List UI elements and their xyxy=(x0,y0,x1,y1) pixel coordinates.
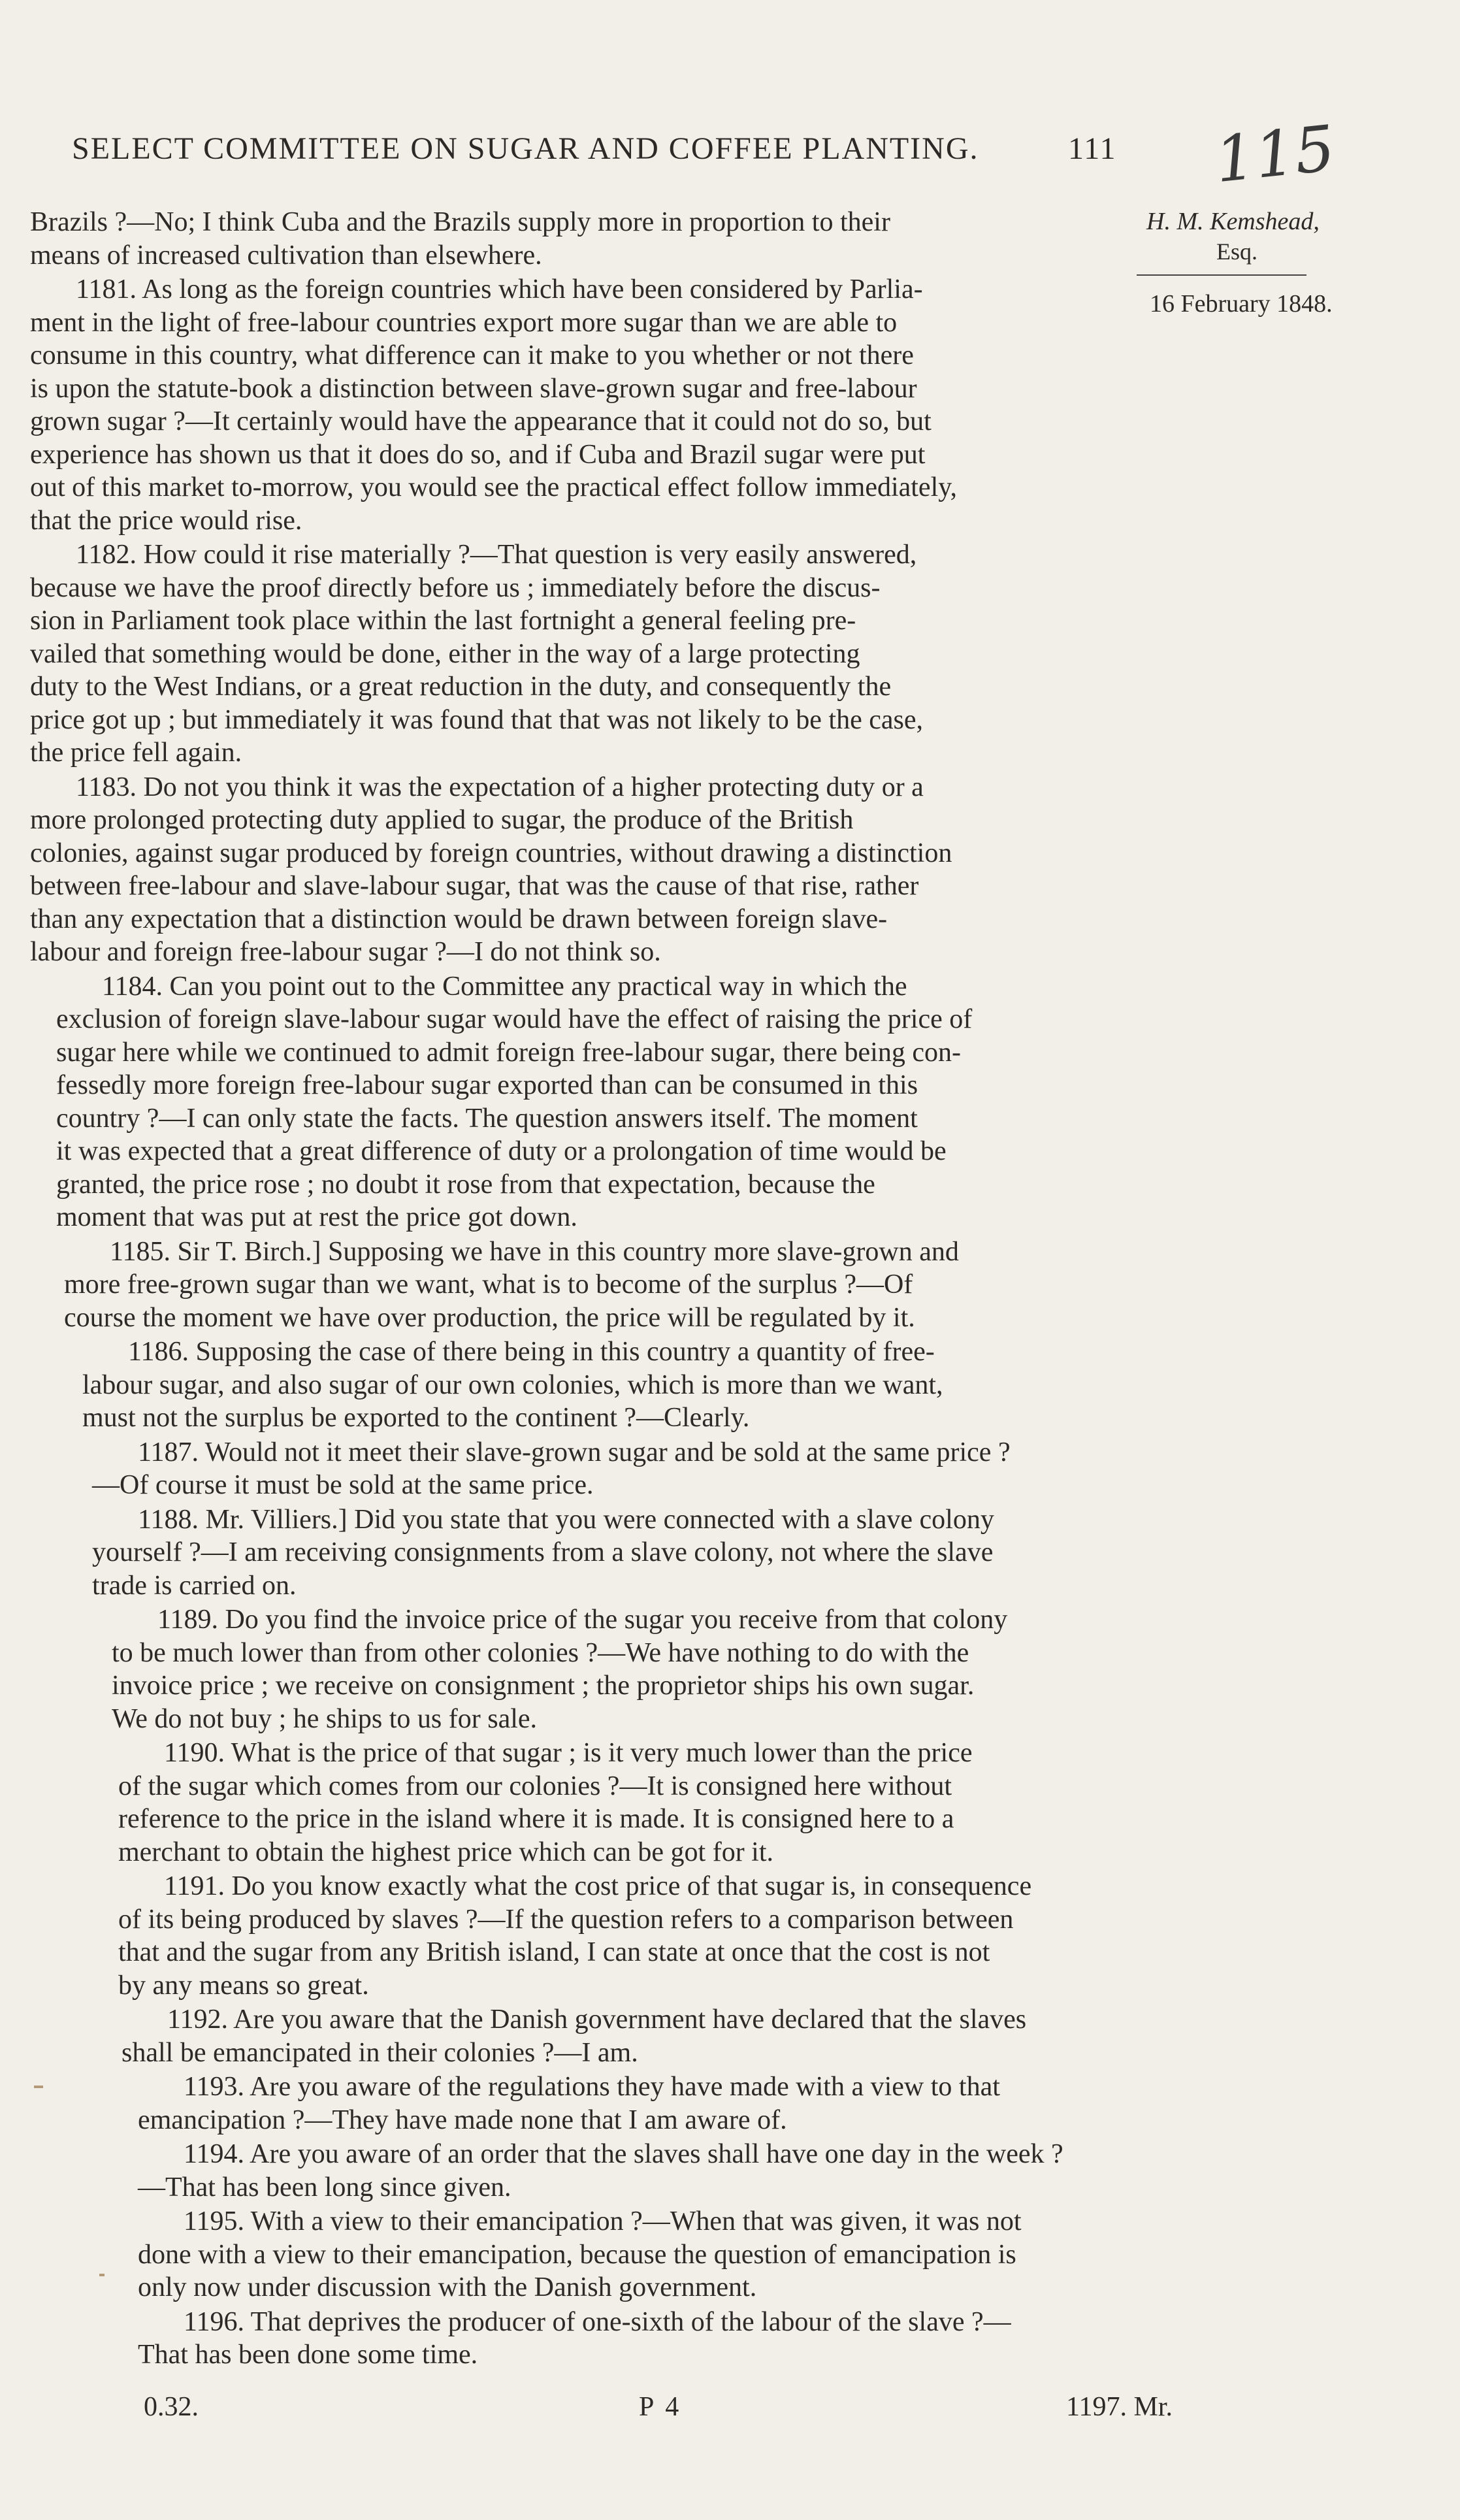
text-line: exclusion of foreign slave-labour sugar would have the effect of raising the price of xyxy=(56,1004,973,1034)
text-line: reference to the price in the island where it is made. It is consigned here to a xyxy=(118,1804,954,1834)
text-line: sion in Parliament took place within the last fortnight a general feeling pre- xyxy=(30,606,856,636)
text-line: only now under discussion with the Danish government. xyxy=(138,2272,757,2302)
text-line: must not the surplus be exported to the continent ?—Clearly. xyxy=(82,1403,750,1433)
text-line: between free-labour and slave-labour sugar, that was the cause of that rise, rather xyxy=(30,871,919,901)
text-line: course the moment we have over production, the price will be regulated by it. xyxy=(64,1302,915,1333)
text-line: duty to the West Indians, or a great reduction in the duty, and consequently the xyxy=(30,672,892,702)
testimony-paragraph xyxy=(30,206,1232,272)
text-line: is upon the statute-book a distinction between slave-grown sugar and free-labour xyxy=(30,373,917,404)
text-line: that and the sugar from any British island, I can state at once that the cost is not xyxy=(118,1937,990,1967)
text-line: 1193. Are you aware of the regulations they have made with a view to that xyxy=(184,2072,1000,2102)
text-line: to be much lower than from other colonies ?—We have nothing to do with the xyxy=(112,1637,969,1668)
testimony-paragraph xyxy=(112,1603,1232,1735)
text-line: 1192. Are you aware that the Danish government have declared that the slaves xyxy=(167,2005,1027,2035)
text-line: That has been done some time. xyxy=(138,2340,478,2370)
text-line: country ?—I can only state the facts. The question answers itself. The moment xyxy=(56,1103,918,1134)
text-line: labour sugar, and also sugar of our own colonies, which is more than we want, xyxy=(82,1369,943,1400)
testimony-paragraph xyxy=(122,2003,1232,2069)
text-line: by any means so great. xyxy=(118,1970,369,2001)
text-line: yourself ?—I am receiving consignments from a slave colony, not where the slave xyxy=(92,1537,994,1567)
testimony-paragraph xyxy=(64,1235,1232,1335)
footer-sheet-mark: P 4 xyxy=(639,2392,682,2422)
text-line: more free-grown sugar than we want, what is to become of the surplus ?—Of xyxy=(64,1269,913,1300)
footer-signature: 0.32. xyxy=(144,2392,199,2422)
text-line: Brazils ?—No; I think Cuba and the Brazils supply more in proportion to their xyxy=(30,207,890,237)
text-line: 1190. What is the price of that sugar ; is it very much lower than the price xyxy=(164,1738,973,1768)
text-line: 1195. With a view to their emancipation ?—When that was given, it was not xyxy=(184,2206,1022,2236)
page-header xyxy=(72,131,1130,167)
text-line: that the price would rise. xyxy=(30,505,302,536)
text-line: out of this market to-morrow, you would see the practical effect follow immediately, xyxy=(30,472,958,502)
text-line: 1185. Sir T. Birch.] Supposing we have in this country more slave-grown and xyxy=(110,1236,959,1267)
text-line: grown sugar ?—It certainly would have the appearance that it could not do so, but xyxy=(30,406,932,436)
text-line: —Of course it must be sold at the same price. xyxy=(92,1470,594,1500)
text-line: shall be emancipated in their colonies ?—I am. xyxy=(122,2037,638,2068)
text-line: moment that was put at rest the price got down. xyxy=(56,1202,577,1232)
text-line: 1189. Do you find the invoice price of the sugar you receive from that colony xyxy=(157,1605,1008,1635)
text-line: 1183. Do not you think it was the expectation of a higher protecting duty or a xyxy=(76,772,924,802)
paper-speck xyxy=(34,2086,43,2088)
text-line: 1186. Supposing the case of there being in this country a quantity of free- xyxy=(128,1337,935,1367)
testimony-paragraph xyxy=(92,1503,1232,1603)
text-line: invoice price ; we receive on consignment ; the proprietor ships his own sugar. xyxy=(112,1671,975,1701)
text-line: colonies, against sugar produced by foreign countries, without drawing a distinction xyxy=(30,838,952,868)
page-title: SELECT COMMITTEE ON SUGAR AND COFFEE PLANTING. xyxy=(72,131,979,166)
text-line: done with a view to their emancipation, because the question of emancipation is xyxy=(138,2239,1016,2270)
text-line: of the sugar which comes from our colonies ?—It is consigned here without xyxy=(118,1771,952,1801)
testimony-paragraph xyxy=(30,538,1232,770)
testimony-paragraph xyxy=(138,2138,1232,2204)
text-line: ment in the light of free-labour countries export more sugar than we are able to xyxy=(30,307,898,338)
text-line: 1196. That deprives the producer of one-sixth of the labour of the slave ?— xyxy=(184,2306,1011,2337)
text-line: because we have the proof directly before us ; immediately before the discus- xyxy=(30,572,881,603)
text-line: granted, the price rose ; no doubt it rose from that expectation, because the xyxy=(56,1169,875,1200)
testimony-paragraph xyxy=(138,2070,1232,2136)
testimony-paragraph xyxy=(118,1737,1232,1869)
text-line: —That has been long since given. xyxy=(138,2172,511,2202)
testimony-date: 16 February 1848. xyxy=(1150,290,1333,318)
text-line: the price fell again. xyxy=(30,738,242,768)
text-line: 1182. How could it rise materially ?—That question is very easily answered, xyxy=(76,540,917,570)
text-line: 1194. Are you aware of an order that the slaves shall have one day in the week ? xyxy=(184,2139,1063,2169)
text-line: 1181. As long as the foreign countries which have been considered by Parlia- xyxy=(76,274,923,304)
testimony-paragraph xyxy=(56,970,1232,1234)
text-line: than any expectation that a distinction would be drawn between foreign slave- xyxy=(30,904,888,934)
testimony-paragraph xyxy=(82,1335,1232,1435)
text-line: labour and foreign free-labour sugar ?—I do not think so. xyxy=(30,937,661,967)
text-line: 1188. Mr. Villiers.] Did you state that you were connected with a slave colony xyxy=(138,1504,994,1535)
handwritten-page-number: 115 xyxy=(1211,111,1338,197)
footer-catchword: 1197. Mr. xyxy=(1066,2392,1173,2422)
testimony-paragraph xyxy=(118,1870,1232,2002)
testimony-body xyxy=(30,206,1232,2372)
testimony-paragraph xyxy=(30,771,1232,969)
text-line: 1191. Do you know exactly what the cost price of that sugar is, in consequence xyxy=(164,1871,1032,1901)
witness-suffix: Esq. xyxy=(1216,238,1257,265)
text-line: it was expected that a great difference of duty or a prolongation of time would be xyxy=(56,1136,947,1166)
testimony-paragraph xyxy=(30,273,1232,537)
text-line: merchant to obtain the highest price which can be got for it. xyxy=(118,1837,774,1867)
text-line: fessedly more foreign free-labour sugar exported than can be consumed in this xyxy=(56,1070,918,1100)
text-line: consume in this country, what difference can it make to you whether or not there xyxy=(30,340,914,370)
text-line: price got up ; but immediately it was found that that was not likely to be the case, xyxy=(30,704,924,735)
text-line: 1187. Would not it meet their slave-grown sugar and be sold at the same price ? xyxy=(138,1437,1011,1467)
text-line: trade is carried on. xyxy=(92,1570,297,1601)
text-line: We do not buy ; he ships to us for sale. xyxy=(112,1703,538,1734)
text-line: 1184. Can you point out to the Committee any practical way in which the xyxy=(102,971,907,1002)
text-line: experience has shown us that it does do so, and if Cuba and Brazil sugar were put xyxy=(30,439,926,470)
text-line: sugar here while we continued to admit foreign free-labour sugar, there being con- xyxy=(56,1037,961,1068)
witness-name: H. M. Kemshead, xyxy=(1146,208,1320,235)
text-line: means of increased cultivation than elsewhere. xyxy=(30,240,542,270)
text-line: vailed that something would be done, either in the way of a large protecting xyxy=(30,638,860,669)
paper-speck xyxy=(99,2274,105,2276)
text-line: of its being produced by slaves ?—If the question refers to a comparison between xyxy=(118,1904,1014,1935)
text-line: more prolonged protecting duty applied to sugar, the produce of the British xyxy=(30,805,854,835)
page-number: 111 xyxy=(1068,131,1117,166)
testimony-paragraph xyxy=(138,2306,1232,2372)
testimony-paragraph xyxy=(92,1436,1232,1502)
testimony-paragraph xyxy=(138,2205,1232,2304)
text-line: emancipation ?—They have made none that I am aware of. xyxy=(138,2104,787,2135)
